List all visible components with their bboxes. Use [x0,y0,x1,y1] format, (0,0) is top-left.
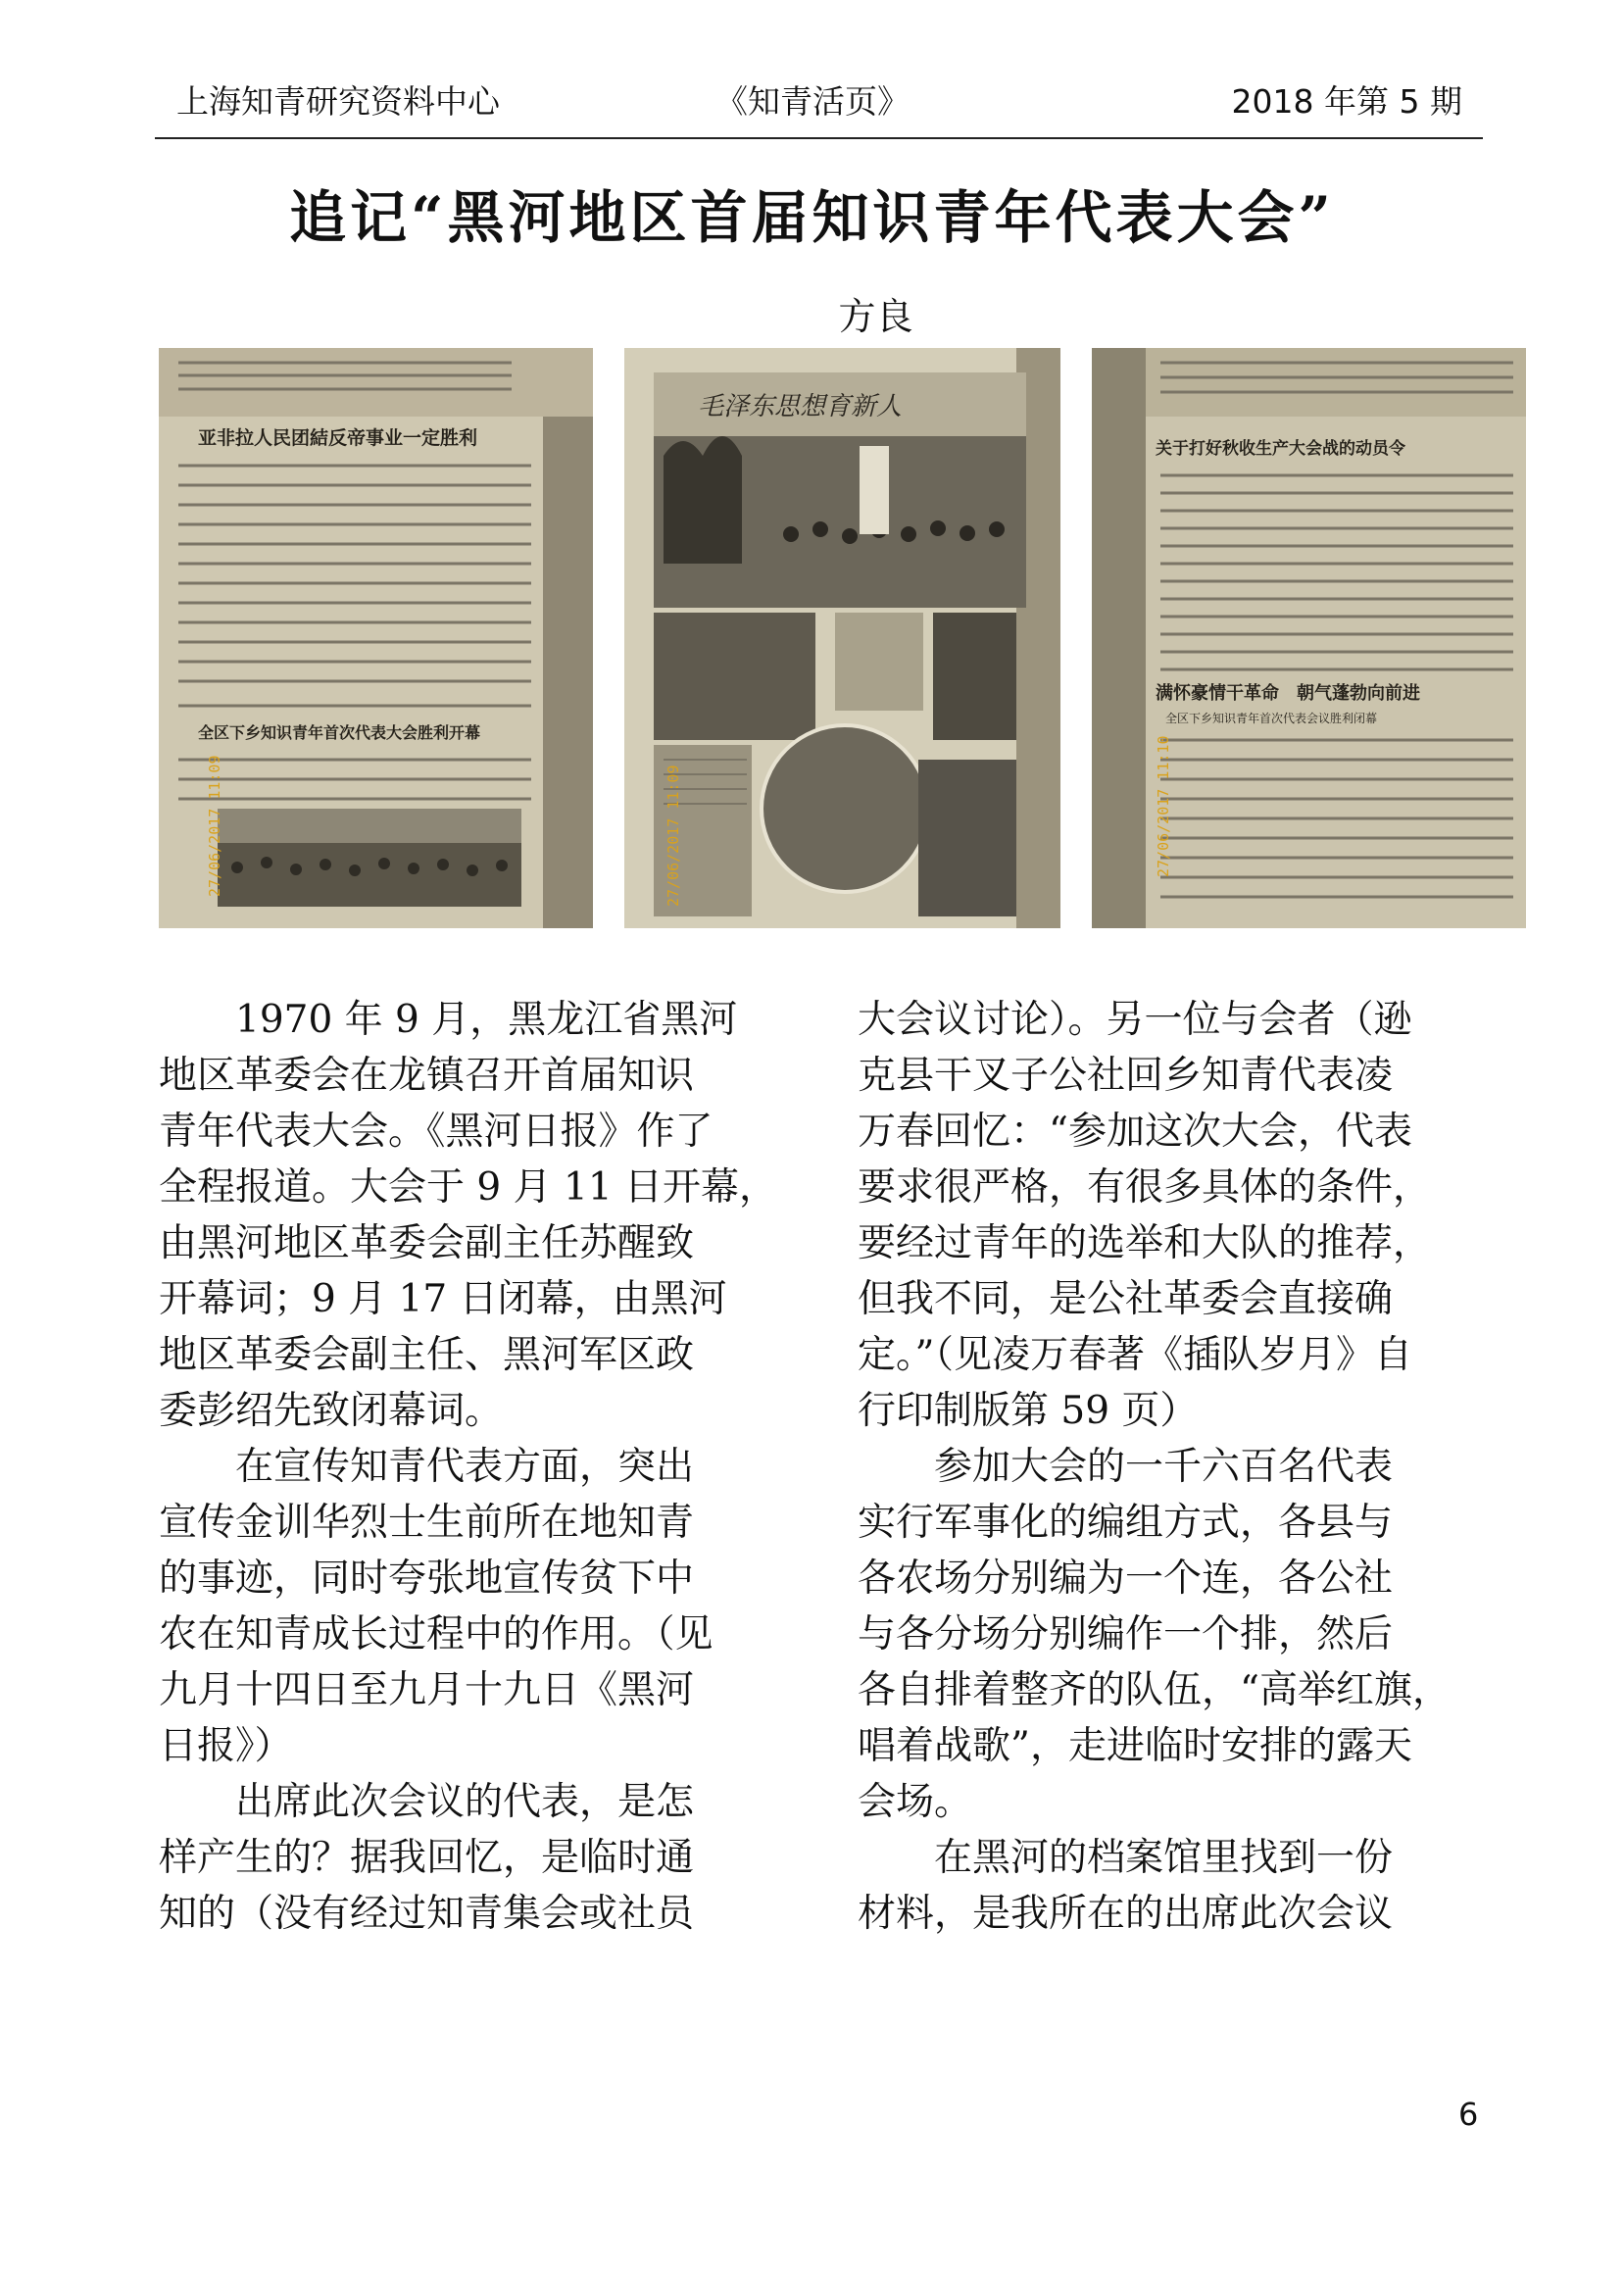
body-line: 会场。 [858,1780,973,1824]
body-line: 要求很严格，有很多具体的条件， [858,1165,1432,1210]
body-line: 开幕词；9 月 17 日闭幕，由黑河 [159,1277,727,1321]
photo-3-headline-2: 满怀豪情干革命 朝气蓬勃向前进 [1156,683,1420,704]
body-line: 委彭绍先致闭幕词。 [159,1389,504,1433]
photo-3-timestamp: 27/06/2017 11:10 [1155,735,1172,877]
newspaper-photo-3 [1092,348,1526,928]
body-line: 唱着战歌”，走进临时安排的露天 [858,1724,1412,1768]
body-line: 青年代表大会。《黑河日报》作了 [159,1110,714,1154]
body-line: 克县干叉子公社回乡知青代表凌 [858,1054,1394,1098]
photo-2-timestamp: 27/06/2017 11:09 [664,765,682,907]
photo-3-headline-1: 关于打好秋收生产大会战的动员令 [1156,439,1405,459]
body-line: 各自排着整齐的队伍，“高举红旗， [858,1668,1451,1712]
body-line: 样产生的？据我回忆，是临时通 [159,1836,695,1880]
body-line: 大会议讨论）。另一位与会者（逊 [858,998,1412,1042]
body-line: 地区革委会在龙镇召开首届知识 [159,1054,695,1098]
body-line: 与各分场分别编作一个排，然后 [858,1612,1394,1656]
body-line: 参加大会的一千六百名代表 [858,1445,1394,1489]
body-line: 1970 年 9 月，黑龙江省黑河 [159,998,738,1042]
photo-2-masthead: 毛泽东思想育新人 [698,392,903,421]
body-line: 日报》） [159,1724,293,1768]
body-line: 在黑河的档案馆里找到一份 [858,1836,1394,1880]
newspaper-photo-1 [159,348,593,928]
body-line: 的事迹，同时夸张地宣传贫下中 [159,1557,695,1601]
page-header [159,76,1482,127]
header-org: 上海知青研究资料中心 [176,82,500,121]
body-line: 材料，是我所在的出席此次会议 [858,1892,1394,1936]
body-line: 出席此次会议的代表，是怎 [159,1780,695,1824]
newspaper-photo-2 [624,348,1060,928]
body-line: 地区革委会副主任、黑河军区政 [159,1333,695,1377]
body-line: 实行军事化的编组方式，各县与 [858,1501,1394,1545]
header-issue: 2018 年第 5 期 [1231,82,1462,121]
body-line: 全程报道。大会于 9 月 11 日开幕， [159,1165,778,1210]
body-line: 九月十四日至九月十九日《黑河 [159,1668,695,1712]
article-title: 追记“黑河地区首届知识青年代表大会” [289,184,1335,251]
photo-3-subhead: 全区下乡知识青年首次代表会议胜利闭幕 [1165,712,1378,725]
newspaper-photo-3-image [1092,348,1526,928]
photo-1-headline-2: 全区下乡知识青年首次代表大会胜利开幕 [198,723,481,742]
body-line: 农在知青成长过程中的作用。（见 [159,1612,714,1656]
header-publication: 《知青活页》 [715,82,910,121]
body-column-right [858,992,1485,1942]
photo-1-timestamp: 27/06/2017 11:09 [206,755,223,897]
body-line: 万春回忆：“参加这次大会，代表 [858,1110,1412,1154]
body-line: 各农场分别编为一个连，各公社 [858,1557,1394,1601]
body-line: 行印制版第 59 页） [858,1389,1199,1433]
body-line: 宣传金训华烈士生前所在地知青 [159,1501,695,1545]
header-divider [155,137,1483,139]
body-line: 定。”（见凌万春著《插队岁月》自 [858,1333,1412,1377]
body-line: 要经过青年的选举和大队的推荐， [858,1221,1432,1265]
article-author: 方良 [838,295,913,338]
body-column-left [159,992,786,1942]
newspaper-photos [159,348,1526,928]
page-number: 6 [1458,2096,1479,2133]
newspaper-photo-2-image [624,348,1060,928]
body-line: 知的（没有经过知青集会或社员 [159,1892,695,1936]
newspaper-photo-1-image [159,348,593,928]
body-line: 在宣传知青代表方面，突出 [159,1445,695,1489]
body-line: 但我不同，是公社革委会直接确 [858,1277,1394,1321]
photo-1-headline-1: 亚非拉人民团結反帝事业一定胜利 [198,427,478,449]
body-line: 由黑河地区革委会副主任苏醒致 [159,1221,695,1265]
